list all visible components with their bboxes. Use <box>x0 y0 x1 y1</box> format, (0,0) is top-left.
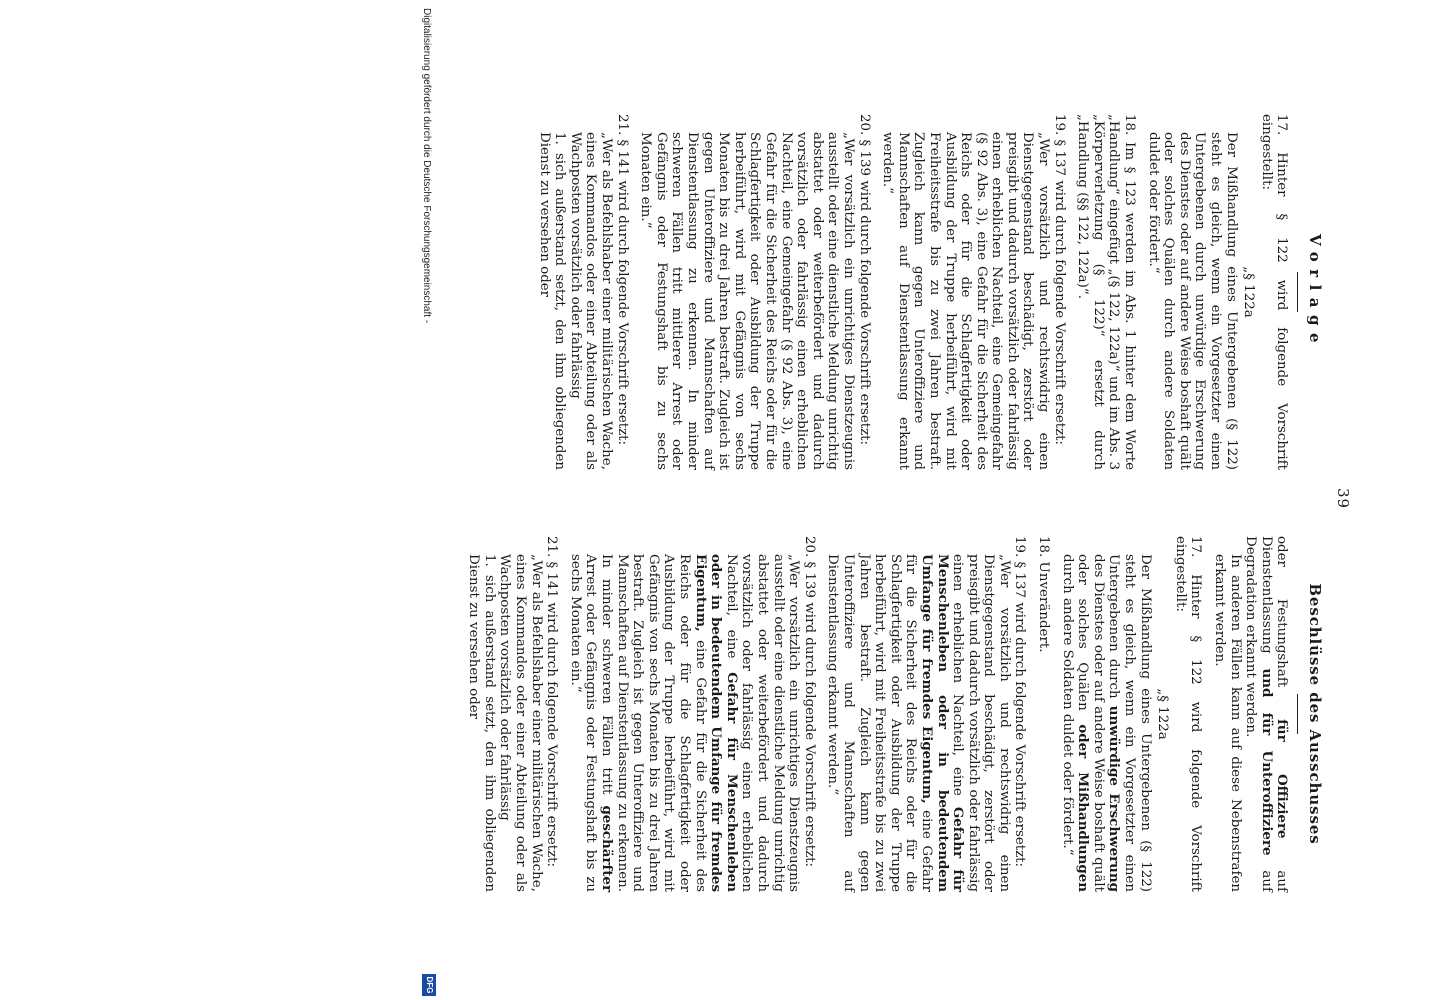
paragraph-21-intro: 21. § 141 wird durch folgende Vorschrift ersetzt: <box>544 536 560 868</box>
text-run: „Wer vorsätzlich ein unrichtiges Dienstzeugnis ausstellt oder eine dienstliche Meldung unrichtig abstattet oder weiterbefördert und dadurch vorsätzlich oder fahrlässig einen erheblichen Nachteil, eine <box>723 554 802 892</box>
page-number: 39 <box>1334 488 1352 510</box>
continued-text <box>1211 536 1289 892</box>
bold-run: Gefahr für Menschenleben oder in bedeutendem Umfange für fremdes Eigentum, <box>692 554 740 892</box>
paragraph-20-intro: 20. § 139 wird durch folgende Vorschrift ersetzt: <box>801 536 817 868</box>
section-heading-122a: „§ 122a <box>1241 266 1257 318</box>
paragraph-19-body: „Wer vorsätzlich und rechtswidrig einen Dienstgegenstand beschädigt, zerstört oder preisgibt und dadurch vorsätzlich oder fahrlässig einen erheblichen Nachteil, eine Gemeingefahr (§ 92 Abs. 3), eine Gefahr für die Sicherheit des Reichs oder für die Schlagfertigkeit oder Ausbildung der Truppe herbeiführt, wird mit Freiheitsstrafe bis zu zwei Jahren bestraft. Zugleich kann gegen Unteroffiziere und Mannschaften auf Dienstentlassung erkannt werden.“ <box>880 132 1052 470</box>
paragraph-20 <box>567 536 817 892</box>
funding-notice: Digitalisierung gefördert durch die Deutsche Forschungsgemeinschaft - <box>421 8 432 324</box>
paragraph-19-body <box>825 536 1012 892</box>
title-rule <box>1297 694 1298 734</box>
paragraph-17-intro: 17. Hinter § 122 wird folgende Vorschrift eingestellt: <box>1258 114 1290 470</box>
column-vorlage <box>528 114 1322 470</box>
text-run: durch andere Soldaten duldet oder fördert.“ <box>1059 554 1075 856</box>
text-run: eine Gefahr für die Sicherheit des Reichs oder für die Schlagfertigkeit oder Ausbildung der Truppe herbeiführt, wird mit Freiheitsstrafe bis zu zwei Jahren bestraft. Zugleich kann gegen Unteroffiziere und Mannschaften auf Dienstentlassung erkannt werden.“ <box>825 554 934 893</box>
bold-run: oder Mißhandlungen <box>1075 724 1092 892</box>
paragraph-20-body <box>567 536 801 892</box>
column-title-beschluesse: Beschlüsse des Ausschusses <box>1306 583 1324 845</box>
paragraph-21 <box>536 114 630 470</box>
continued-sentence <box>1243 536 1290 892</box>
bold-run: geschärfter <box>599 805 616 892</box>
paragraph-20-body: „Wer vorsätzlich ein unrichtiges Dienstzeugnis ausstellt oder eine dienstliche Meldung unrichtig abstattet oder weiterbefördert und dadurch vorsätzlich oder fahrlässig einen erheblichen Nachteil, eine Gemeingefahr (§ 92 Abs. 3), eine Gefahr für die Sicherheit des Reichs oder für die Schlagfertigkeit oder Ausbildung der Truppe herbeiführt, wird mit Gefängnis von sechs Monaten bis zu drei Jahren bestraft. Zugleich ist gegen Unteroffiziere und Mannschaften auf Dienstentlassung zu erkennen. In minder schweren Fällen tritt mittlerer Arrest oder Gefängnis oder Festungshaft bis zu sechs Monaten ein.“ <box>638 132 856 470</box>
paragraph-21-intro: 21. § 141 wird durch folgende Vorschrift ersetzt: <box>614 114 630 446</box>
section-heading-122a: „§ 122a <box>1155 688 1171 740</box>
paragraph-18-text: 18. Unverändert. <box>1036 536 1052 653</box>
bold-run: für Offiziere <box>1274 719 1291 839</box>
text-run: des Dienstes oder auf andere Weise boshaft quält oder solches Quälen <box>1075 554 1106 892</box>
bold-run: und für Unteroffiziere <box>1258 668 1275 856</box>
paragraph-17-intro: 17. Hinter § 122 wird folgende Vorschrift eingestellt: <box>1172 536 1204 892</box>
paragraph-21-body: „Wer als Befehlshaber einer militärischen Wache, eines Kommandos oder einer Abteilung oder als Wachposten vorsätzlich oder fahrlässig <box>497 554 544 892</box>
paragraph-19 <box>880 114 1067 470</box>
paragraph-21-item-1: 1. sich außerstand setzt, den ihm obliegenden Dienst zu versehen oder <box>466 554 497 892</box>
paragraph-20-intro: 20. § 139 wird durch folgende Vorschrift ersetzt: <box>856 114 872 446</box>
text-run: „Wer vorsätzlich und rechtswidrig einen Dienstgegenstand beschädigt, zerstört oder preisgibt und dadurch vorsätzlich oder fahrlässig einen erheblichen Nachteil, eine <box>950 554 1012 892</box>
paragraph-17-body: Der Mißhandlung eines Untergebenen (§ 122) steht es gleich, wenn ein Vorgesetzter einen Untergebenen durch unwürdige Erschwerung des Dienstes oder auf andere Weise boshaft quält oder solches Quälen durch andere Soldaten duldet oder fördert.“ <box>1145 132 1239 470</box>
text-run: eine Gefahr für die Sicherheit des Reichs oder für die Schlagfertigkeit oder Ausbildung der Truppe herbeiführt, wird mit Gefängnis von sechs Monaten bis zu drei Jahren bestraft. Zugleich ist gegen Unteroffiziere und Mannschaften auf Dienstentlassung zu erkennen. In minder schweren Fällen tritt <box>599 554 708 892</box>
continued-sentence-2: In anderen Fällen kann auf diese Nebenstrafen erkannt werden. <box>1212 554 1243 892</box>
paragraph-17-body <box>1059 536 1153 892</box>
paragraph-19-intro: 19. § 137 wird durch folgende Vorschrift ersetzt: <box>1051 114 1067 446</box>
text-run: oder Festungshaft <box>1274 536 1290 720</box>
text-run: Arrest oder Gefängnis oder Festungshaft bis zu sechs Monaten ein.“ <box>567 554 599 892</box>
paragraph-21-item-1: 1. sich außerstand setzt, den ihm obliegenden Dienst zu versehen oder <box>536 132 568 470</box>
paragraph-18-text: 18. Im § 123 werden im Abs. 1 hinter dem Worte „Handlung“ eingefügt „(§ 122, 122a)“ und im Abs. 3 „Körperverletzung (§ 122)“ ersetzt durch „Handlung (§§ 122, 122a)“. <box>1075 114 1138 470</box>
bold-run: Gefahr für Menschenleben oder in bedeutendem Umfange für fremdes Eigentum, <box>918 554 967 892</box>
column-beschluesse <box>458 536 1322 892</box>
paragraph-20 <box>638 114 872 470</box>
dfg-logo: DFG <box>422 974 436 996</box>
paragraph-18 <box>1036 536 1052 892</box>
paragraph-19 <box>825 536 1028 892</box>
paragraph-21 <box>466 536 560 892</box>
bold-run: unwürdige Erschwerung <box>1106 705 1123 892</box>
paragraph-17 <box>1145 114 1289 470</box>
paragraph-17 <box>1059 536 1203 892</box>
text-run: Der Mißhandlung eines Untergebenen (§ 122) steht es gleich, wenn ein Vorgesetzter einen Untergebenen durch <box>1106 554 1153 892</box>
paragraph-19-intro: 19. § 137 wird durch folgende Vorschrift ersetzt: <box>1012 536 1028 868</box>
paragraph-18 <box>1075 114 1137 470</box>
paragraph-21-body: „Wer als Befehlshaber einer militärischen Wache, eines Kommandos oder einer Abteilung oder als Wachposten vorsätzlich oder fahrlässig <box>567 132 615 470</box>
text-run: auf Dienstentlassung <box>1258 536 1290 892</box>
text-run: auf Degradation erkannt werden. <box>1243 536 1274 892</box>
title-rule <box>1297 272 1298 312</box>
column-title-vorlage: Vorlage <box>1306 233 1324 351</box>
